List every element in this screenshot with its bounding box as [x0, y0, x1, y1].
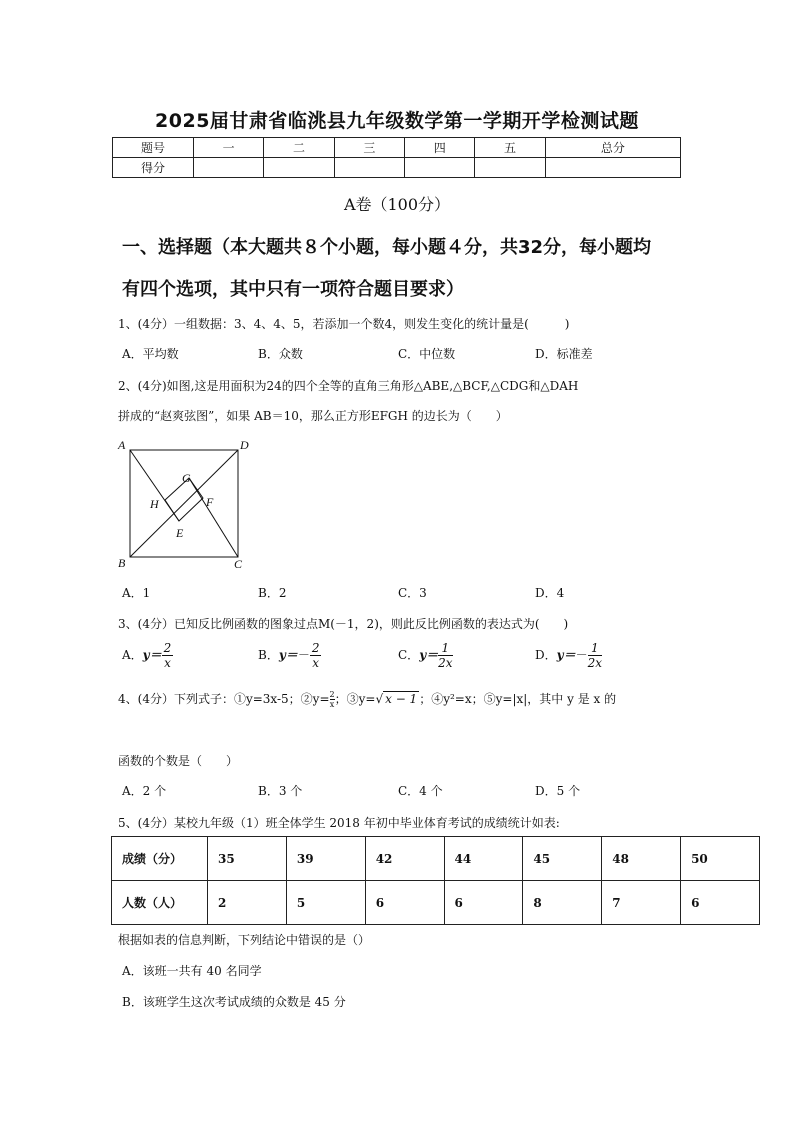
- grade-cell: 7: [602, 881, 681, 925]
- question-3-option-c[interactable]: [398, 641, 453, 670]
- option-fraction: [438, 641, 452, 670]
- question-4-option-b[interactable]: B．3 个: [258, 784, 303, 798]
- question-1-stem: 1、(4分）一组数据：3、4、4、5，若添加一个数4，则发生变化的统计量是( ): [118, 317, 570, 331]
- question-3-option-b[interactable]: [258, 641, 321, 670]
- question-2-option-d[interactable]: D．4: [535, 586, 565, 600]
- question-4-stem-line1: 4、(4分）下列式子：①y=3x-5；②y= $\frac{2}{x}$ ；③y=√ x − 1 ；④y²=x；⑤y=|x|，其中 y 是 x 的: [118, 690, 617, 709]
- fraction-numerator: 2: [311, 641, 320, 655]
- score-header-cell: 三: [334, 138, 404, 158]
- label-b: B: [118, 556, 126, 570]
- question-1-option-a[interactable]: A．平均数: [122, 347, 179, 361]
- q4-stem-part-c: ；④y²=x；⑤y=|x|，其中 y 是 x 的: [419, 692, 617, 706]
- label-c: C: [234, 557, 243, 571]
- grade-cell: 35: [208, 837, 287, 881]
- part-heading-line2: 有四个选项，其中只有一项符合题目要求）: [122, 279, 464, 300]
- question-2-stem-line2: 拼成的“赵爽弦图”，如果 AB＝10，那么正方形EFGH 的边长为（ ）: [118, 409, 508, 423]
- zhao-shuang-figure: [112, 436, 254, 572]
- grade-cell: 8: [523, 881, 602, 925]
- fraction-numerator: 1: [588, 641, 602, 656]
- score-cell[interactable]: [194, 158, 264, 178]
- label-g: G: [182, 471, 191, 485]
- question-2-stem-line1: 2、(4分)如图,这是用面积为24的四个全等的直角三角形△ABE,△BCF,△CDG和△DAH: [118, 379, 579, 393]
- label-f: F: [206, 495, 214, 509]
- q4-stem-part-a: 4、(4分）下列式子：①y=3x-5；②y=: [118, 692, 330, 706]
- score-header-cell: 题号: [113, 138, 194, 158]
- question-4-option-d[interactable]: D．5 个: [535, 784, 581, 798]
- score-header-cell: 一: [194, 138, 264, 158]
- score-table-score-row: [113, 158, 681, 178]
- grade-cell: 6: [444, 881, 523, 925]
- question-3-stem: 3、(4分）已知反比例函数的图象过点M(－1，2)，则此反比例函数的表达式为( ): [118, 617, 569, 631]
- question-1-option-d[interactable]: D．标准差: [535, 347, 593, 361]
- grade-cell: 44: [444, 837, 523, 881]
- grade-cell: 6: [681, 881, 760, 925]
- option-sign: －: [297, 648, 310, 662]
- option-lhs: y＝: [419, 648, 439, 662]
- question-5-option-a[interactable]: A．该班一共有 40 名同学: [122, 964, 262, 978]
- option-lhs: y＝: [142, 648, 162, 662]
- option-fraction: [310, 641, 322, 670]
- score-table-header-row: [113, 138, 681, 158]
- grade-cell: 42: [365, 837, 444, 881]
- q4-stem-part-b: ；③y=: [334, 692, 376, 706]
- question-4-stem-line2: 函数的个数是（ ）: [118, 754, 239, 768]
- grade-cell: 成绩（分）: [112, 837, 208, 881]
- question-2-option-c[interactable]: C．3: [398, 586, 427, 600]
- score-header-cell: 总分: [545, 138, 680, 158]
- option-lhs: y＝: [278, 648, 298, 662]
- segment-gc: [189, 478, 238, 557]
- grade-cell: 6: [365, 881, 444, 925]
- option-label: A．: [122, 648, 143, 662]
- question-2-option-b[interactable]: B．2: [258, 586, 287, 600]
- grade-cell: 45: [523, 837, 602, 881]
- score-header-cell: 五: [475, 138, 545, 158]
- label-h: H: [150, 497, 159, 511]
- score-header-cell: 二: [264, 138, 334, 158]
- grade-cell: 48: [602, 837, 681, 881]
- score-cell[interactable]: [334, 158, 404, 178]
- fraction-denominator: 2x: [438, 656, 453, 670]
- option-sign: －: [575, 648, 588, 662]
- score-row-label: 得分: [113, 158, 194, 178]
- grade-table-row-counts: [112, 881, 760, 925]
- section-heading: A卷（100分）: [343, 195, 451, 214]
- question-5-stem: 5、(4分）某校九年级（1）班全体学生 2018 年初中毕业体育考试的成绩统计如表:: [118, 816, 560, 830]
- diagonal-bd: [130, 450, 238, 557]
- grade-table-row-scores: [112, 837, 760, 881]
- score-cell[interactable]: [264, 158, 334, 178]
- question-5-option-b[interactable]: B．该班学生这次考试成绩的众数是 45 分: [122, 995, 346, 1009]
- q4-frac-num: 2: [329, 690, 335, 699]
- label-e: E: [176, 526, 184, 540]
- score-cell[interactable]: [405, 158, 475, 178]
- fraction-denominator: 2x: [587, 656, 603, 670]
- grade-cell: 39: [286, 837, 365, 881]
- grade-cell: 5: [286, 881, 365, 925]
- question-4-option-a[interactable]: A．2 个: [122, 784, 167, 798]
- q4-frac-den: x: [329, 700, 335, 709]
- question-3-option-d[interactable]: [535, 641, 602, 670]
- option-label: D．: [535, 648, 557, 662]
- option-lhs: y＝: [556, 648, 576, 662]
- option-fraction: [588, 641, 602, 670]
- score-cell[interactable]: [545, 158, 680, 178]
- option-fraction: [162, 641, 174, 670]
- question-5-prompt: 根据如表的信息判断，下列结论中错误的是（）: [118, 933, 371, 947]
- grade-cell: 人数（人）: [112, 881, 208, 925]
- question-1-option-b[interactable]: B．众数: [258, 347, 303, 361]
- question-4-option-c[interactable]: C．4 个: [398, 784, 443, 798]
- score-header-cell: 四: [405, 138, 475, 158]
- grade-table: [111, 836, 760, 925]
- question-1-option-c[interactable]: C．中位数: [398, 347, 456, 361]
- fraction-denominator: x: [164, 656, 171, 670]
- fraction-numerator: 2: [163, 641, 172, 655]
- fraction-denominator: x: [312, 656, 320, 670]
- page-title: 2025届甘肃省临洮县九年级数学第一学期开学检测试题: [155, 110, 639, 132]
- label-d: D: [240, 438, 249, 452]
- question-2-option-a[interactable]: A．1: [122, 586, 151, 600]
- part-heading-line1: 一、选择题（本大题共８个小题，每小题４分，共32分，每小题均: [122, 237, 652, 258]
- question-3-option-a[interactable]: [122, 641, 173, 670]
- q4-sqrt-body: x − 1: [385, 692, 418, 706]
- fraction-numerator: 1: [438, 641, 452, 656]
- option-label: C．: [398, 648, 420, 662]
- label-a: A: [118, 438, 126, 452]
- option-label: B．: [258, 648, 279, 662]
- grade-cell: 2: [208, 881, 287, 925]
- grade-cell: 50: [681, 837, 760, 881]
- score-table: [112, 137, 681, 178]
- score-cell[interactable]: [475, 158, 545, 178]
